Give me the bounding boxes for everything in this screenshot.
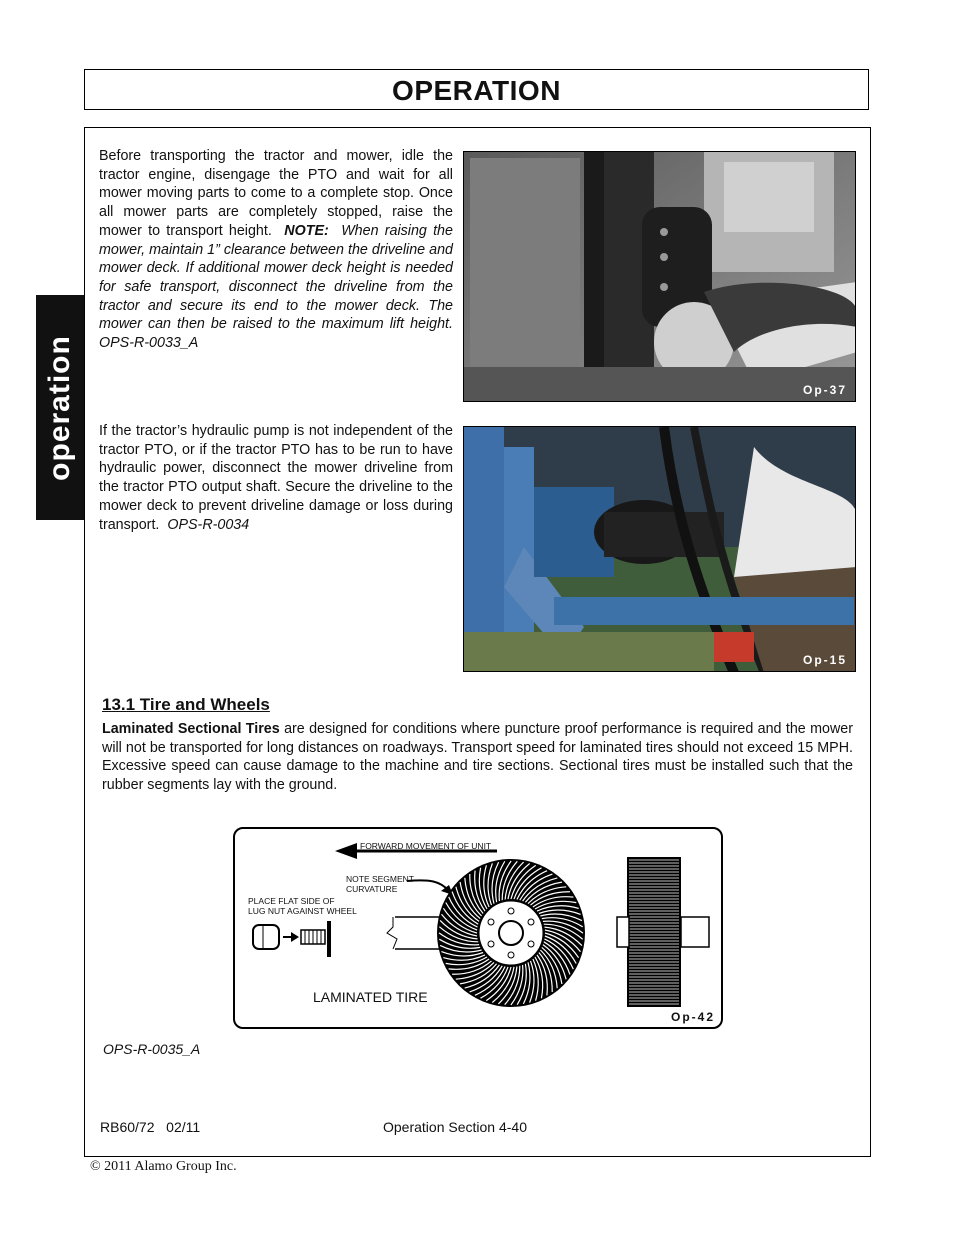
side-tab bbox=[36, 295, 84, 520]
hydraulic-paragraph bbox=[99, 422, 453, 534]
footer-model bbox=[100, 1119, 200, 1135]
copyright: © 2011 Alamo Group Inc. bbox=[90, 1159, 237, 1174]
tires-text: are designed for conditions where puncture proof performance is required and the mower will not be transported for long distances on roadways. Transport speed for laminated tires should not exceed 15 MPH. Excessive speed can cause damage to the machine and tire sections. Sectional tires must be installed such that the rubber segments lay with the ground. bbox=[102, 721, 853, 794]
reference-code: OPS-R-0035_A bbox=[103, 1041, 201, 1057]
cab-controls-photo bbox=[464, 152, 856, 402]
hydraulic-text: If the tractor’s hydraulic pump is not independent of the tractor PTO, or if the tractor PTO has to be run to have hydraulic power, disconnect the mower driveline from the tractor PTO output shaft. Secure the driveline to the mower deck to prevent driveline damage or loss during transport. bbox=[99, 423, 453, 533]
diagram-tag: Op-42 bbox=[670, 1010, 715, 1024]
segment-label-2: CURVATURE bbox=[346, 884, 398, 894]
tires-paragraph bbox=[102, 720, 853, 795]
hydraulic-ref: OPS-R-0034 bbox=[167, 516, 250, 533]
tire-diagram-graphic bbox=[235, 829, 721, 1027]
tire-edge-view-icon bbox=[617, 857, 709, 1007]
photo-tag-op15: Op-15 bbox=[802, 653, 847, 667]
footer-section: Operation Section 4-40 bbox=[383, 1119, 527, 1135]
page-title: OPERATION bbox=[392, 74, 561, 106]
side-tab-label: operation bbox=[43, 334, 77, 481]
segment-label-1: NOTE SEGMENT bbox=[346, 874, 415, 884]
header-box bbox=[84, 69, 869, 110]
tire-label: LAMINATED TIRE bbox=[313, 989, 428, 1005]
tractor-driveline-photo bbox=[464, 427, 856, 672]
transport-paragraph bbox=[99, 147, 453, 353]
lug-nut-icon bbox=[253, 925, 279, 949]
note-text: When raising the mower, maintain 1” clearance between the driveline and mower deck. If additional mower deck height is needed for safe transport, disconnect the driveline from the tractor and secure its end to the mower deck. The mower can then be raised to the maximum lift height. OPS-R-0033_A bbox=[99, 222, 453, 352]
tires-lead: Laminated Sectional Tires bbox=[102, 721, 280, 737]
lug-label-1: PLACE FLAT SIDE OF bbox=[248, 896, 335, 906]
forward-arrow-icon bbox=[335, 843, 357, 859]
transport-text: Before transporting the tractor and mower, idle the tractor engine, disengage the PTO and wait for all mower moving parts to come to a complete stop. Once all mower parts are completely stopped, raise the mower to transport height. bbox=[99, 148, 453, 239]
photo-tag-op37: Op-37 bbox=[802, 383, 847, 397]
section-heading: 13.1 Tire and Wheels bbox=[102, 695, 270, 714]
footer-model-text: RB60/72 bbox=[100, 1119, 155, 1135]
note-label: NOTE: bbox=[284, 222, 329, 239]
laminated-tire-diagram bbox=[233, 827, 723, 1029]
photo-op15 bbox=[463, 426, 856, 672]
laminated-tire-icon bbox=[437, 859, 585, 1007]
forward-label: FORWARD MOVEMENT OF UNIT bbox=[360, 841, 492, 851]
lug-label-2: LUG NUT AGAINST WHEEL bbox=[248, 906, 357, 916]
footer-date: 02/11 bbox=[166, 1119, 201, 1135]
photo-op37 bbox=[463, 151, 856, 402]
